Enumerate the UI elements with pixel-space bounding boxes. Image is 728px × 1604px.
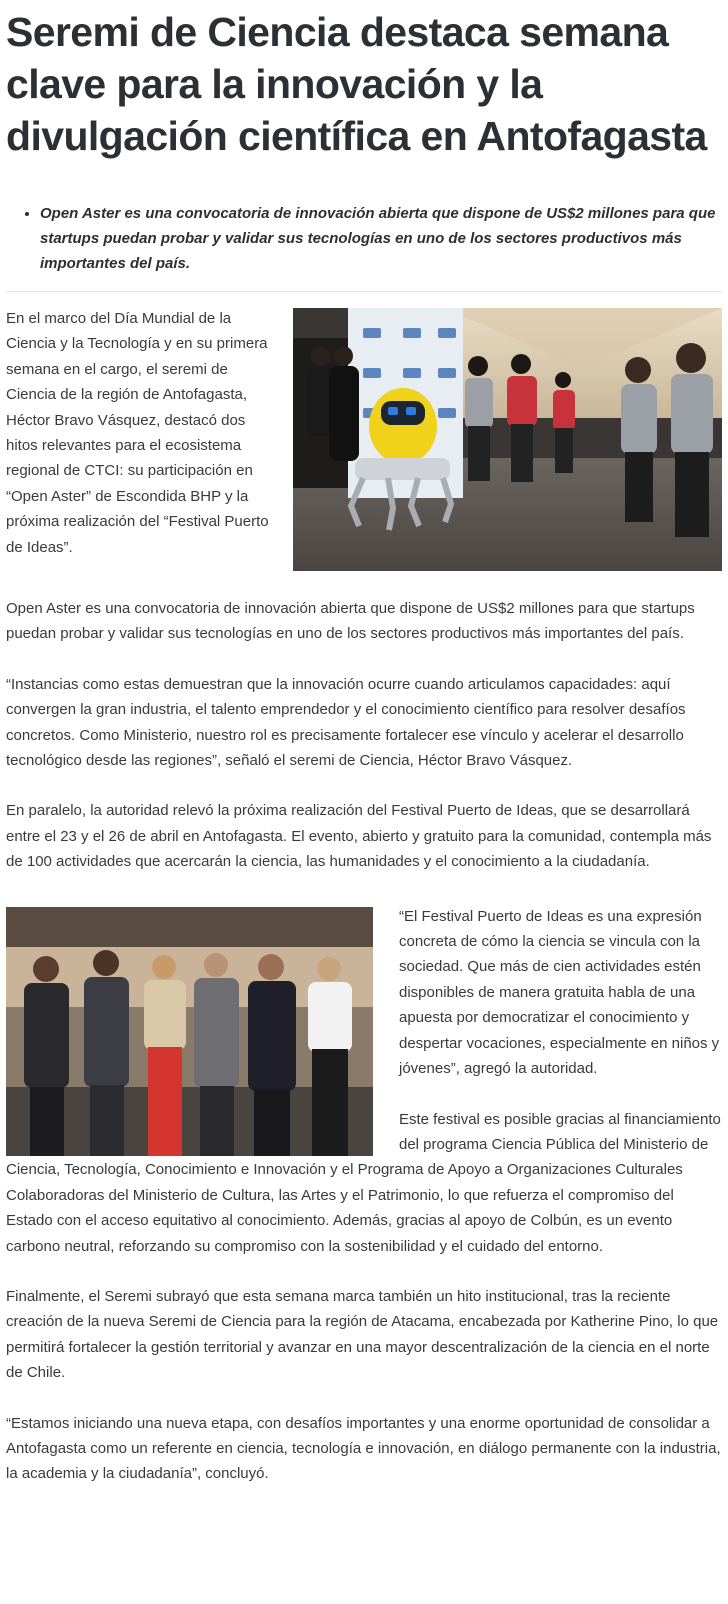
paragraph: “Instancias como estas demuestran que la innovación ocurre cuando articulamos capacidades: aquí convergen la gran industria, el talento emprendedor y el conocimiento científico para resolver desafíos concretos. Como Ministerio, nuestro rol es precisamente fortalecer ese vínculo y acelerar el desarrollo tecnológico desde las regiones”, señaló el seremi de Ciencia, Héctor Bravo Vásquez. <box>6 675 686 770</box>
intro-section <box>6 306 722 571</box>
robot-event-image <box>293 308 722 571</box>
article-title: Seremi de Ciencia destaca semana clave para la innovación y la divulgación científica en Antofagasta <box>6 9 707 159</box>
group-photo-image <box>6 907 373 1156</box>
paragraph: Este festival es posible gracias al financiamiento del programa Ciencia Pública del Ministerio de Ciencia, Tecnología, Conocimiento e Innovación y el Programa de Apoyo a Organizaciones Culturales Colaboradoras del Ministerio de Cultura, las Artes y el Patrimonio, lo que refuerza el compromiso del Estado con el acceso equitativo al conocimiento. Además, gracias al apoyo de Colbún, es un evento carbono neutral, reforzando su compromiso con la sostenibilidad y el cuidado del entorno. <box>6 1110 721 1255</box>
highlight-item: • Open Aster es una convocatoria de innovación abierta que dispone de US$2 millones para que startups puedan probar y validar sus tecnologías en uno de los sectores productivos más importantes del país. <box>40 201 722 276</box>
paragraph: Finalmente, el Seremi subrayó que esta semana marca también un hito institucional, tras la reciente creación de la nueva Seremi de Ciencia para la región de Atacama, encabezada por Katherine Pino, lo que permitirá fortalecer la gestión territorial y avanzar en una mayor descentralización de la ciencia en el norte de Chile. <box>6 1287 719 1382</box>
article-body <box>6 306 722 1487</box>
paragraph: “Estamos iniciando una nueva etapa, con desafíos importantes y una enorme oportunidad de consolidar a Antofagasta como un referente en ciencia, tecnología e innovación, en diálogo permanente con la industria, la academia y la ciudadanía”, concluyó. <box>6 1414 721 1483</box>
paragraph: “El Festival Puerto de Ideas es una expresión concreta de cómo la ciencia se vincula con la sociedad. Que más de cien actividades estén disponibles de manera gratuita habla de una apuesta por democratizar el conocimiento y despertar vocaciones, especialmente en niños y jóvenes”, agregó la autoridad. <box>399 907 720 1078</box>
divider <box>6 291 722 292</box>
robot-event-photo <box>293 308 722 571</box>
paragraph: En paralelo, la autoridad relevó la próxima realización del Festival Puerto de Ideas, que se desarrollará entre el 23 y el 26 de abril en Antofagasta. El evento, abierto y gratuito para la comunidad, contempla más de 100 actividades que acercarán la ciencia, las humanidades y el conocimiento a la ciudadanía. <box>6 802 712 871</box>
paragraph: En el marco del Día Mundial de la Ciencia y la Tecnología y en su primera semana en el cargo, el seremi de Ciencia de la región de Antofagasta, Héctor Bravo Vásquez, destacó dos hitos relevantes para el ecosistema regional de CTCI: su participación en “Open Aster” de Escondida BHP y la próxima realización del “Festival Puerto de Ideas”. <box>6 310 269 556</box>
highlights-list <box>6 201 722 276</box>
group-photo <box>6 907 373 1156</box>
festival-section <box>6 904 722 1259</box>
paragraph: Open Aster es una convocatoria de innovación abierta que dispone de US$2 millones para que startups puedan probar y validar sus tecnologías en uno de los sectores productivos más importantes del país. <box>6 600 695 643</box>
